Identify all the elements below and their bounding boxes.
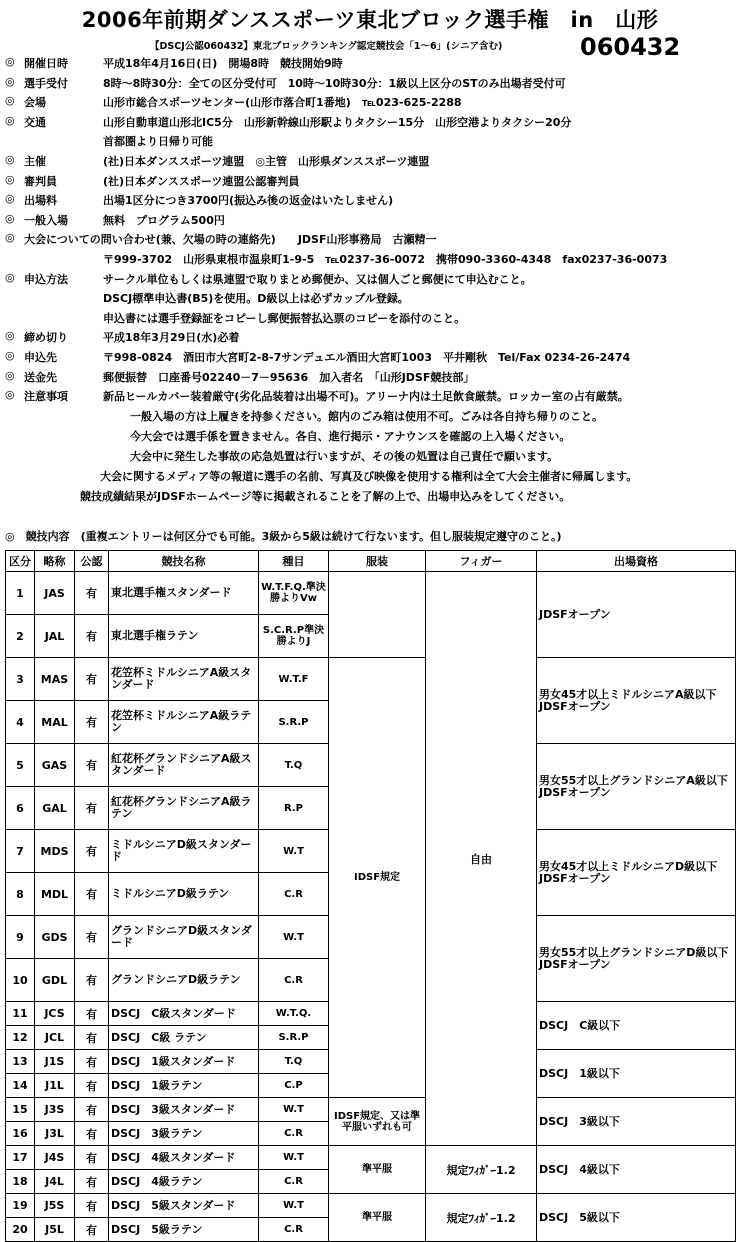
- info-value: 首都圏より日帰り可能: [103, 135, 213, 149]
- cell-qualification: DSCJ 1級以下: [537, 1050, 736, 1098]
- cell-figure: 規定ﾌｨｶﾞｰ1.2: [426, 1194, 537, 1242]
- cell-official: 有: [75, 572, 109, 615]
- info-label: 申込先: [24, 350, 57, 364]
- cell-abbr: JAS: [35, 572, 75, 615]
- cell-dances: W.T: [259, 1146, 329, 1170]
- info-value: 郵便振替 口座番号02240－7－95636 加入者名 「山形JDSF競技部」: [103, 370, 475, 384]
- info-value: 山形市総合スポーツセンター(山形市落合町1番地) ℡023-625-2288: [103, 96, 462, 110]
- notice-line: [0, 448, 740, 468]
- cell-category: 14: [6, 1074, 35, 1098]
- cell-abbr: J5L: [35, 1218, 75, 1242]
- bullet-mark: ◎: [5, 368, 15, 382]
- cell-category: 7: [6, 830, 35, 873]
- info-label: 交通: [24, 115, 46, 129]
- cell-qualification: JDSFオープン: [537, 572, 736, 658]
- cell-category: 5: [6, 744, 35, 787]
- info-row: [0, 173, 740, 193]
- info-row: [0, 114, 740, 134]
- info-row: [0, 349, 740, 369]
- cell-dances: T.Q: [259, 1050, 329, 1074]
- info-value: 無料 プログラム500円: [103, 213, 225, 227]
- cell-abbr: MAL: [35, 701, 75, 744]
- cell-category: 10: [6, 959, 35, 1002]
- cell-dress: [329, 572, 426, 658]
- cell-official: 有: [75, 830, 109, 873]
- table-row: [6, 1194, 736, 1218]
- cell-dances: S.R.P: [259, 701, 329, 744]
- cell-dances: C.R: [259, 1218, 329, 1242]
- cell-abbr: MAS: [35, 658, 75, 701]
- bullet-mark: ◎: [5, 231, 15, 245]
- cell-event-name: DSCJ 1級スタンダード: [109, 1050, 259, 1074]
- notice-line: [0, 468, 740, 488]
- header-official: 公認: [75, 551, 109, 572]
- cell-event-name: DSCJ 4級ラテン: [109, 1170, 259, 1194]
- cell-dances: S.R.P: [259, 1026, 329, 1050]
- cell-official: 有: [75, 1002, 109, 1026]
- bullet-mark: ◎: [5, 172, 15, 186]
- notice-text: 一般入場の方は上履きを持参ください。館内のごみ箱は使用不可。ごみは各自持ち帰りのこと。: [130, 409, 603, 423]
- cell-dances: W.T.F: [259, 658, 329, 701]
- cell-category: 1: [6, 572, 35, 615]
- cell-official: 有: [75, 1218, 109, 1242]
- cell-event-name: グランドシニアD級ラテン: [109, 959, 259, 1002]
- cell-event-name: グランドシニアD級スタンダード: [109, 916, 259, 959]
- info-label: 選手受付: [24, 76, 68, 90]
- cell-category: 15: [6, 1098, 35, 1122]
- cell-category: 19: [6, 1194, 35, 1218]
- info-section: [0, 55, 740, 509]
- info-row: [0, 388, 740, 408]
- header-dances: 種目: [259, 551, 329, 572]
- cell-official: 有: [75, 1122, 109, 1146]
- info-label: 開催日時: [24, 57, 68, 70]
- cell-abbr: GDL: [35, 959, 75, 1002]
- cell-event-name: 紅花杯グランドシニアA級スタンダード: [109, 744, 259, 787]
- bullet-mark: ◎: [5, 348, 15, 362]
- cell-official: 有: [75, 1146, 109, 1170]
- cell-official: 有: [75, 1194, 109, 1218]
- cell-category: 9: [6, 916, 35, 959]
- cell-category: 3: [6, 658, 35, 701]
- info-value: 平成18年4月16日(日) 開場8時 競技開始9時: [103, 57, 343, 70]
- cell-category: 11: [6, 1002, 35, 1026]
- header-abbr: 略称: [35, 551, 75, 572]
- cell-dress: 準平服: [329, 1194, 426, 1242]
- cell-dances: S.C.R.P準決勝よりJ: [259, 615, 329, 658]
- info-value: 8時～8時30分：全ての区分受付可 10時～10時30分：1級以上区分のSTのみ出場者受付可: [103, 76, 566, 90]
- cell-official: 有: [75, 787, 109, 830]
- info-row: [0, 369, 740, 389]
- cell-abbr: J3L: [35, 1122, 75, 1146]
- cell-official: 有: [75, 916, 109, 959]
- cell-abbr: J4L: [35, 1170, 75, 1194]
- cell-abbr: JCS: [35, 1002, 75, 1026]
- cell-qualification: 男女55才以上グランドシニアD級以下JDSFオープン: [537, 916, 736, 1002]
- info-row: [0, 94, 740, 114]
- info-label: 送金先: [24, 370, 57, 384]
- cell-category: 20: [6, 1218, 35, 1242]
- info-row: [0, 153, 740, 173]
- cell-dress: IDSF規定、又は準平服いずれも可: [329, 1098, 426, 1146]
- cell-qualification: 男女45才以上ミドルシニアD級以下JDSFオープン: [537, 830, 736, 916]
- info-row: [0, 231, 740, 251]
- cell-dances: W.T: [259, 1098, 329, 1122]
- info-row: [0, 290, 740, 310]
- cell-category: 13: [6, 1050, 35, 1074]
- bullet-mark: ◎: [5, 94, 15, 108]
- events-table: [5, 550, 736, 1242]
- info-row: [0, 75, 740, 95]
- cell-event-name: DSCJ 5級ラテン: [109, 1218, 259, 1242]
- info-value: 平成18年3月29日(水)必着: [103, 331, 240, 345]
- cell-dances: W.T: [259, 916, 329, 959]
- cell-dances: C.R: [259, 959, 329, 1002]
- info-label: 審判員: [24, 174, 57, 188]
- cell-dances: W.T: [259, 830, 329, 873]
- cell-abbr: J1L: [35, 1074, 75, 1098]
- info-value: 出場1区分につき3700円(振込み後の返金はいたしません): [103, 194, 394, 208]
- cell-event-name: 紅花杯グランドシニアA級ラテン: [109, 787, 259, 830]
- info-row: [0, 251, 740, 271]
- cell-event-name: DSCJ 5級スタンダード: [109, 1194, 259, 1218]
- notice-text: 大会中に発生した事故の応急処置は行いますが、その後の処置は自己責任で願います。: [130, 450, 559, 464]
- table-row: [6, 1098, 736, 1122]
- cell-dress: IDSF規定: [329, 658, 426, 1098]
- cell-official: 有: [75, 1170, 109, 1194]
- cell-dances: T.Q: [259, 744, 329, 787]
- cell-dances: W.T: [259, 1194, 329, 1218]
- cell-abbr: J4S: [35, 1146, 75, 1170]
- table-row: [6, 1146, 736, 1170]
- cell-event-name: 花笠杯ミドルシニアA級ラテン: [109, 701, 259, 744]
- info-value: 申込書には選手登録証をコピーし郵便振替払込票のコピーを添付のこと。: [103, 311, 466, 325]
- cell-abbr: GDS: [35, 916, 75, 959]
- cell-dances: R.P: [259, 787, 329, 830]
- info-value: (社)日本ダンススポーツ連盟 ◎主管 山形県ダンススポーツ連盟: [103, 154, 430, 168]
- cell-abbr: J1S: [35, 1050, 75, 1074]
- notice-text: 競技成績結果がJDSFホームページ等に掲載されることを了解の上で、出場申込みをしてください。: [80, 490, 571, 504]
- info-label: 注意事項: [24, 390, 68, 404]
- info-label: 会場: [24, 96, 46, 110]
- cell-event-name: 東北選手権スタンダード: [109, 572, 259, 615]
- cell-dances: C.R: [259, 873, 329, 916]
- cell-abbr: JAL: [35, 615, 75, 658]
- table-header-row: [6, 551, 736, 572]
- cell-official: 有: [75, 701, 109, 744]
- info-row: [0, 133, 740, 153]
- cell-dances: W.T.F.Q.準決勝よりVw: [259, 572, 329, 615]
- cell-official: 有: [75, 873, 109, 916]
- notice-line: [0, 428, 740, 448]
- cell-abbr: MDS: [35, 830, 75, 873]
- cell-category: 6: [6, 787, 35, 830]
- cell-dances: C.R: [259, 1170, 329, 1194]
- info-label: 一般入場: [24, 213, 68, 227]
- info-row: [0, 329, 740, 349]
- subtitle: 【DSCJ公認060432】東北ブロックランキング認定競技会「1～6」(シニア含む): [150, 41, 503, 52]
- cell-event-name: DSCJ C級スタンダード: [109, 1002, 259, 1026]
- cell-category: 18: [6, 1170, 35, 1194]
- cell-official: 有: [75, 959, 109, 1002]
- cell-official: 有: [75, 1050, 109, 1074]
- info-label: 締め切り: [24, 331, 68, 345]
- cell-abbr: GAL: [35, 787, 75, 830]
- header-category: 区分: [6, 551, 35, 572]
- cell-official: 有: [75, 1098, 109, 1122]
- bullet-mark: ◎: [5, 74, 15, 88]
- cell-official: 有: [75, 744, 109, 787]
- bullet-mark: ◎: [5, 113, 15, 127]
- info-label: 出場料: [24, 194, 57, 208]
- cell-category: 2: [6, 615, 35, 658]
- bullet-mark: ◎: [5, 192, 15, 206]
- table-row: [6, 572, 736, 615]
- cell-dress: 準平服: [329, 1146, 426, 1194]
- cell-event-name: 東北選手権ラテン: [109, 615, 259, 658]
- notice-line: [0, 408, 740, 428]
- info-label: 申込方法: [24, 272, 68, 286]
- info-row: [0, 55, 740, 75]
- page-title: 2006年前期ダンススポーツ東北ブロック選手権 in 山形: [81, 8, 659, 32]
- cell-event-name: DSCJ 1級ラテン: [109, 1074, 259, 1098]
- info-value: サークル単位もしくは県連盟で取りまとめ郵便か、又は個人ごと郵便にて申込むこと。: [103, 272, 532, 286]
- cell-abbr: J3S: [35, 1098, 75, 1122]
- info-row: [0, 212, 740, 232]
- cell-abbr: J5S: [35, 1194, 75, 1218]
- notice-text: 今大会では選手係を置きません。各自、進行掲示・アナウンスを確認の上入場ください。: [130, 429, 571, 443]
- notice-line: [0, 488, 740, 508]
- cell-qualification: DSCJ C級以下: [537, 1002, 736, 1050]
- cell-qualification: DSCJ 4級以下: [537, 1146, 736, 1194]
- bullet-mark: ◎: [5, 211, 15, 225]
- cell-dances: C.R: [259, 1122, 329, 1146]
- cell-qualification: 男女45才以上ミドルシニアA級以下JDSFオープン: [537, 658, 736, 744]
- info-value: 〒999-3702 山形県東根市温泉町1-9-5 ℡0237-36-0072 携帯090-3360-4348 fax0237-36-0073: [103, 252, 668, 266]
- cell-dances: W.T.Q.: [259, 1002, 329, 1026]
- bullet-mark: ◎: [5, 388, 15, 402]
- cell-category: 16: [6, 1122, 35, 1146]
- header-figure: フィガー: [426, 551, 537, 572]
- events-heading: ◎ 競技内容 (重複エントリーは何区分でも可能。3級から5級は続けて行ないます。但し服装規定遵守のこと。): [5, 530, 562, 543]
- cell-dances: C.P: [259, 1074, 329, 1098]
- cell-abbr: MDL: [35, 873, 75, 916]
- cell-official: 有: [75, 1074, 109, 1098]
- info-value: 大会についての問い合わせ(兼、欠場の時の連絡先) JDSF山形事務局 古瀬精一: [24, 233, 437, 247]
- cell-qualification: DSCJ 3級以下: [537, 1098, 736, 1146]
- bullet-mark: ◎: [5, 55, 15, 68]
- cell-event-name: DSCJ C級 ラテン: [109, 1026, 259, 1050]
- info-value: (社)日本ダンススポーツ連盟公認審判員: [103, 174, 300, 188]
- info-value: 山形自動車道山形北IC5分 山形新幹線山形駅よりタクシー15分 山形空港よりタクシー20分: [103, 115, 572, 129]
- cell-figure: 自由: [426, 572, 537, 1146]
- cell-event-name: DSCJ 3級ラテン: [109, 1122, 259, 1146]
- info-value: 新品ヒールカバー装着厳守(劣化品装着は出場不可)。アリーナ内は土足飲食厳禁。ロッカー室の占有厳禁。: [103, 390, 629, 404]
- info-row: [0, 192, 740, 212]
- competition-code: 060432: [580, 33, 681, 61]
- cell-category: 12: [6, 1026, 35, 1050]
- cell-figure: 規定ﾌｨｶﾞｰ1.2: [426, 1146, 537, 1194]
- cell-category: 17: [6, 1146, 35, 1170]
- header-dress: 服装: [329, 551, 426, 572]
- info-label: 主催: [24, 154, 46, 168]
- header-event-name: 競技名称: [109, 551, 259, 572]
- info-value: 〒998-0824 酒田市大宮町2-8-7サンデュエル酒田大宮町1003 平井剛秋 Tel/Fax 0234-26-2474: [103, 350, 631, 364]
- bullet-mark: ◎: [5, 270, 15, 284]
- cell-abbr: JCL: [35, 1026, 75, 1050]
- cell-event-name: DSCJ 4級スタンダード: [109, 1146, 259, 1170]
- info-row: [0, 271, 740, 291]
- cell-official: 有: [75, 615, 109, 658]
- cell-abbr: GAS: [35, 744, 75, 787]
- cell-event-name: ミドルシニアD級スタンダード: [109, 830, 259, 873]
- cell-event-name: DSCJ 3級スタンダード: [109, 1098, 259, 1122]
- info-row: [0, 310, 740, 330]
- bullet-mark: ◎: [5, 152, 15, 166]
- cell-official: 有: [75, 658, 109, 701]
- cell-qualification: DSCJ 5級以下: [537, 1194, 736, 1242]
- table-row: [6, 658, 736, 701]
- bullet-mark: ◎: [5, 329, 15, 343]
- notice-text: 大会に関するメディア等の報道に選手の名前、写真及び映像を使用する権利は全て大会主催者に帰属します。: [100, 470, 638, 484]
- cell-official: 有: [75, 1026, 109, 1050]
- cell-category: 4: [6, 701, 35, 744]
- info-value: DSCJ標準申込書(B5)を使用。D級以上は必ずカップル登録。: [103, 292, 409, 306]
- cell-event-name: 花笠杯ミドルシニアA級スタンダード: [109, 658, 259, 701]
- header-qualification: 出場資格: [537, 551, 736, 572]
- cell-category: 8: [6, 873, 35, 916]
- cell-qualification: 男女55才以上グランドシニアA級以下JDSFオープン: [537, 744, 736, 830]
- cell-event-name: ミドルシニアD級ラテン: [109, 873, 259, 916]
